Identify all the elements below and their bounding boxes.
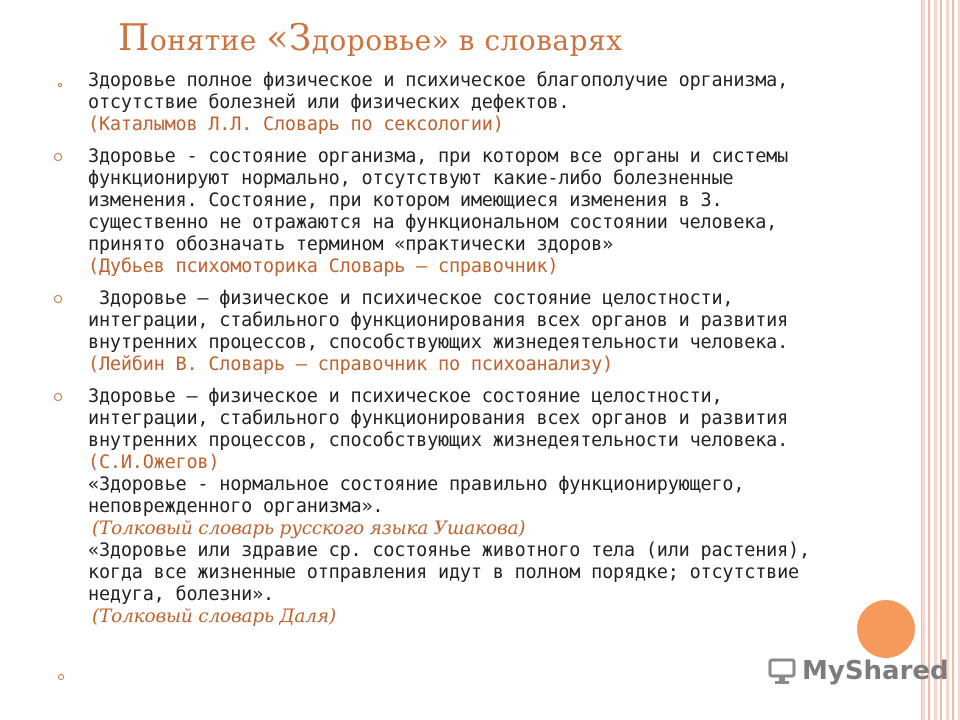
bullet-icon	[58, 83, 62, 87]
decorative-circle	[857, 600, 915, 658]
source-citation: (Лейбин В. Словарь – справочник по психоанализу)	[88, 354, 614, 375]
bullet-icon	[54, 393, 62, 401]
source-citation: (С.И.Ожегов)	[88, 452, 220, 473]
source-citation: (Каталымов Л.Л. Словарь по сексологии)	[88, 114, 504, 135]
bullet-icon	[54, 295, 62, 303]
list-item: Здоровье - состояние организма, при котором все органы и системы функционируют нормально, отсутствуют какие-либо болезненные изменения. Состояние, при котором имеющиеся изменения в З. существенно не отражаются на функциональном состоянии человека, принято обозначать термином «практически здоров» (Дубьев психомоторика Словарь – справочник)	[88, 146, 908, 278]
list-item: Здоровье полное физическое и психическое благополучие организма, отсутствие болезней или физических дефектов. (Каталымов Л.Л. Словарь по сексологии)	[88, 70, 908, 136]
source-citation: (Дубьев психомоторика Словарь – справочник)	[88, 256, 559, 277]
bullet-icon	[54, 153, 62, 161]
decorative-stripes	[922, 0, 960, 720]
list-item: Здоровье – физическое и психическое состояние целостности, интеграции, стабильного функционирования всех органов и развития внутренних процессов, способствующих жизнедеятельности человека. (Лейбин В. Словарь – справочник по психоанализу)	[88, 288, 908, 376]
bullet-icon	[58, 674, 64, 680]
list-item: Здоровье – физическое и психическое состояние целостности, интеграции, стабильного функционирования всех органов и развития внутренних процессов, способствующих жизнедеятельности человека. (С.И.Ожегов) «Здоровье - нормальное состояние правильно функционирующего, неповрежденного организма». (Толковый словарь русского языка Ушакова) «Здоровье или здравие ср. состоянье животного тела (или растения), когда все жизненные отправления идут в полном порядке; отсутствие недуга, болезни». (Толковый словарь Даля)	[88, 386, 908, 628]
slide-title: Понятие «Здоровье» в словарях	[118, 18, 623, 59]
monitor-icon	[768, 657, 798, 685]
source-citation: (Толковый словарь русского языка Ушакова)	[92, 518, 526, 539]
definitions-list	[88, 70, 908, 638]
source-citation: (Толковый словарь Даля)	[92, 606, 336, 627]
myshared-logo[interactable]: MyShared	[768, 656, 949, 686]
